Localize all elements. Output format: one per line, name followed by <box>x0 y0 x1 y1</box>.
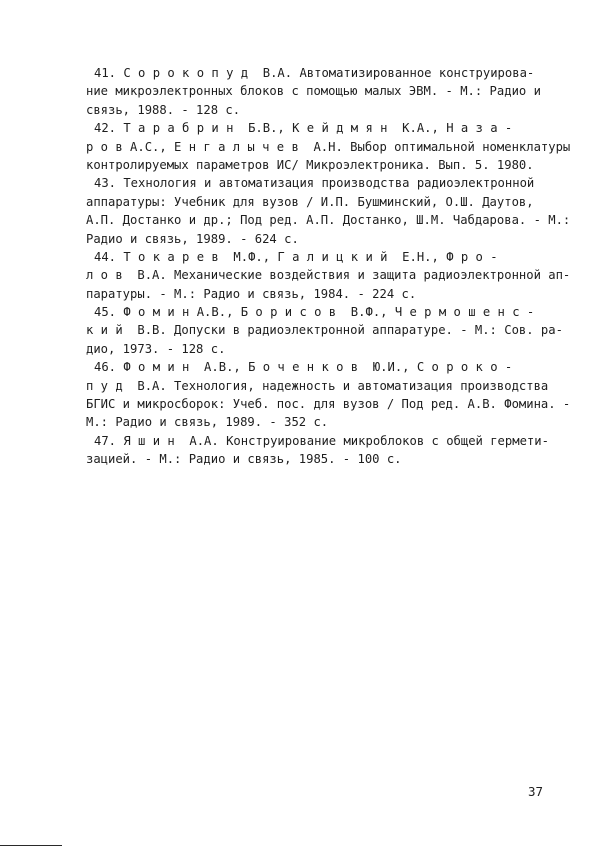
reference-42 <box>86 119 571 174</box>
reference-45 <box>86 303 563 358</box>
page-number: 37 <box>528 784 544 799</box>
reference-line: БГИС и микросборок: Учеб. пос. для вузов / Под ред. А.В. Фомина. - <box>86 397 571 412</box>
reference-41 <box>86 64 541 119</box>
reference-line: 46. Ф о м и н А.В., Б о ч е н к о в Ю.И., С о р о к о - <box>94 360 513 375</box>
reference-line: паратуры. - М.: Радио и связь, 1984. - 224 с. <box>86 286 417 301</box>
reference-line: связь, 1988. - 128 с. <box>86 102 241 117</box>
reference-line: ние микроэлектронных блоков с помощью малых ЭВМ. - М.: Радио и <box>86 84 541 99</box>
reference-line: 43. Технология и автоматизация производства радиоэлектронной <box>94 176 535 191</box>
reference-47 <box>86 432 549 469</box>
reference-line: А.П. Достанко и др.; Под ред. А.П. Достанко, Ш.М. Чабдарова. - М.: <box>86 213 571 228</box>
reference-44 <box>86 248 571 303</box>
reference-line: р о в А.С., Е н г а л ы ч е в А.Н. Выбор оптимальной номенклатуры <box>86 139 571 154</box>
reference-line: л о в В.А. Механические воздействия и защита радиоэлектронной ап- <box>86 268 571 283</box>
reference-line: 42. Т а р а б р и н Б.В., К е й д м я н К.А., Н а з а - <box>94 121 513 136</box>
footer-rule <box>0 845 62 846</box>
reference-list <box>86 64 571 469</box>
reference-line: п у д В.А. Технология, надежность и автоматизация производства <box>86 378 549 393</box>
reference-line: аппаратуры: Учебник для вузов / И.П. Бушминский, О.Ш. Даутов, <box>86 194 534 209</box>
reference-line: М.: Радио и связь, 1989. - 352 с. <box>86 415 329 430</box>
reference-line: 47. Я ш и н А.А. Конструирование микроблоков с общей гермети- <box>94 433 549 448</box>
reference-line: к и й В.В. Допуски в радиоэлектронной аппаратуре. - М.: Сов. ра- <box>86 323 563 338</box>
reference-line: 41. С о р о к о п у д В.А. Автоматизированное конструирова- <box>94 66 535 80</box>
reference-line: дио, 1973. - 128 с. <box>86 341 226 356</box>
reference-46 <box>86 358 571 432</box>
reference-43 <box>86 174 571 248</box>
reference-line: Радио и связь, 1989. - 624 с. <box>86 231 299 246</box>
reference-line: зацией. - М.: Радио и связь, 1985. - 100 с. <box>86 452 402 467</box>
reference-line: контролируемых параметров ИС/ Микроэлектроника. Вып. 5. 1980. <box>86 157 534 172</box>
reference-line: 45. Ф о м и н А.В., Б о р и с о в В.Ф., Ч е р м о ш е н с - <box>94 305 535 320</box>
reference-line: 44. Т о к а р е в М.Ф., Г а л и ц к и й Е.Н., Ф р о - <box>94 249 498 264</box>
